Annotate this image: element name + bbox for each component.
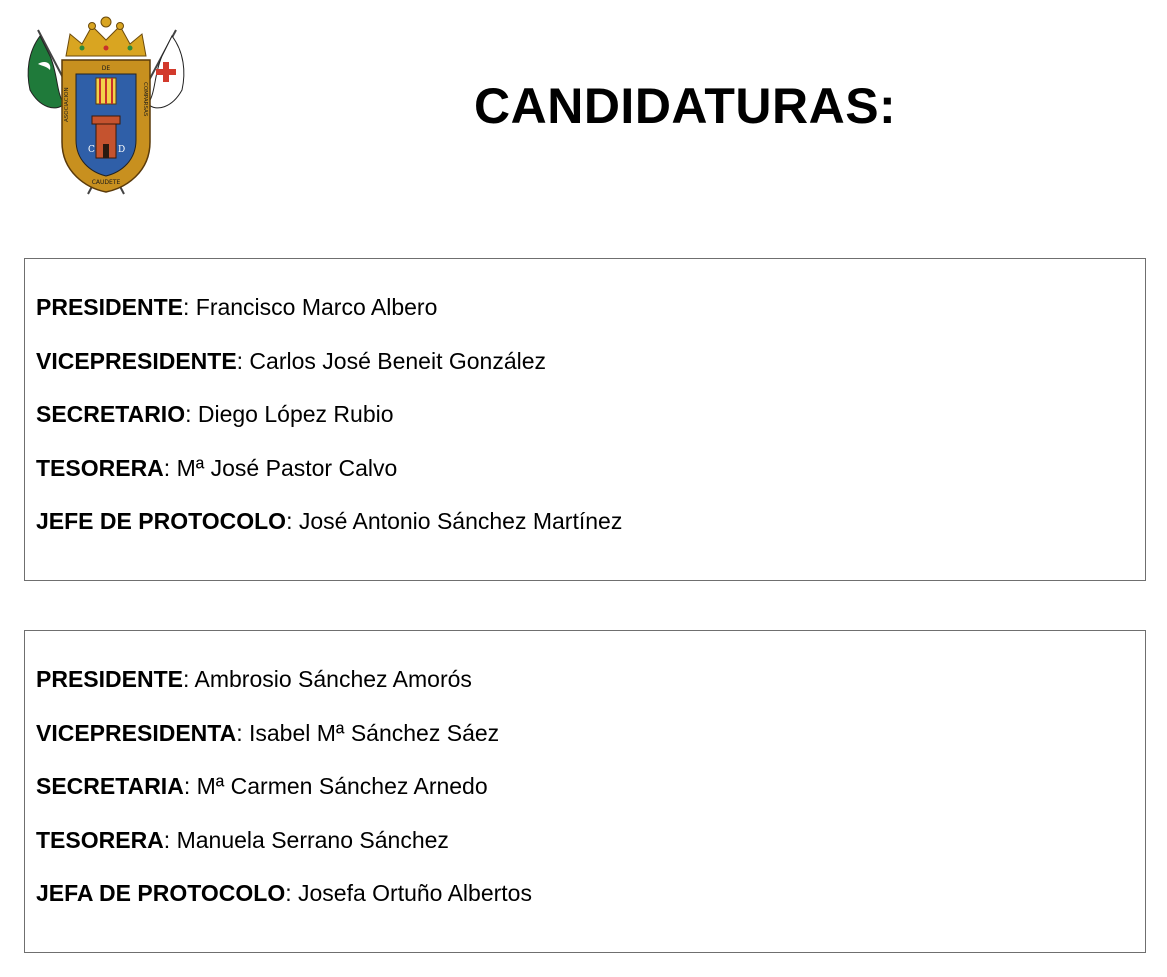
- candidate-row-president: [36, 288, 622, 342]
- candidatura-box-2: [24, 630, 1146, 953]
- candidate-row-protocol-chief: [36, 874, 532, 928]
- candidate-name: : Isabel Mª Sánchez Sáez: [236, 719, 500, 746]
- role-label: VICEPRESIDENTA: [36, 719, 237, 746]
- candidate-row-vicepresident: [36, 342, 622, 396]
- candidatura-box-1: [24, 258, 1146, 581]
- candidate-name: : Francisco Marco Albero: [182, 294, 438, 320]
- candidate-row-president: [36, 660, 532, 714]
- svg-text:CAUDETE: CAUDETE: [91, 179, 121, 186]
- candidate-name: : Josefa Ortuño Albertos: [285, 880, 532, 906]
- candidate-row-treasurer: [36, 821, 532, 875]
- role-label: PRESIDENTE: [36, 666, 183, 692]
- candidate-name: : Manuela Serrano Sánchez: [163, 826, 449, 853]
- svg-text:DE: DE: [101, 65, 111, 72]
- role-label: TESORERA: [36, 826, 164, 853]
- candidate-name: : Carlos José Beneit González: [236, 347, 547, 374]
- candidate-row-secretary: [36, 395, 622, 449]
- role-label: JEFA DE PROTOCOLO: [36, 880, 286, 906]
- role-label: SECRETARIO: [36, 401, 186, 427]
- candidate-row-secretary: [36, 767, 532, 821]
- candidate-name: : José Antonio Sánchez Martínez: [286, 508, 623, 534]
- candidate-name: : Mª José Pastor Calvo: [163, 454, 398, 481]
- role-label: SECRETARIA: [36, 773, 184, 799]
- svg-text:C: C: [88, 145, 95, 155]
- candidate-name: : Ambrosio Sánchez Amorós: [182, 666, 472, 692]
- svg-text:ASOCIACION: ASOCIACION: [64, 87, 70, 122]
- candidate-row-protocol-chief: [36, 502, 622, 556]
- candidate-row-vicepresident: [36, 714, 532, 768]
- candidate-name: : Diego López Rubio: [185, 401, 394, 427]
- role-label: JEFE DE PROTOCOLO: [36, 508, 287, 534]
- role-label: PRESIDENTE: [36, 294, 183, 320]
- page-title: CANDIDATURAS:: [474, 78, 897, 134]
- candidate-name: : Mª Carmen Sánchez Arnedo: [183, 773, 488, 799]
- role-label: VICEPRESIDENTE: [36, 347, 237, 374]
- candidate-row-treasurer: [36, 449, 622, 503]
- svg-text:D: D: [118, 145, 126, 155]
- svg-text:COMPARSAS: COMPARSAS: [142, 82, 148, 117]
- role-label: TESORERA: [36, 454, 164, 481]
